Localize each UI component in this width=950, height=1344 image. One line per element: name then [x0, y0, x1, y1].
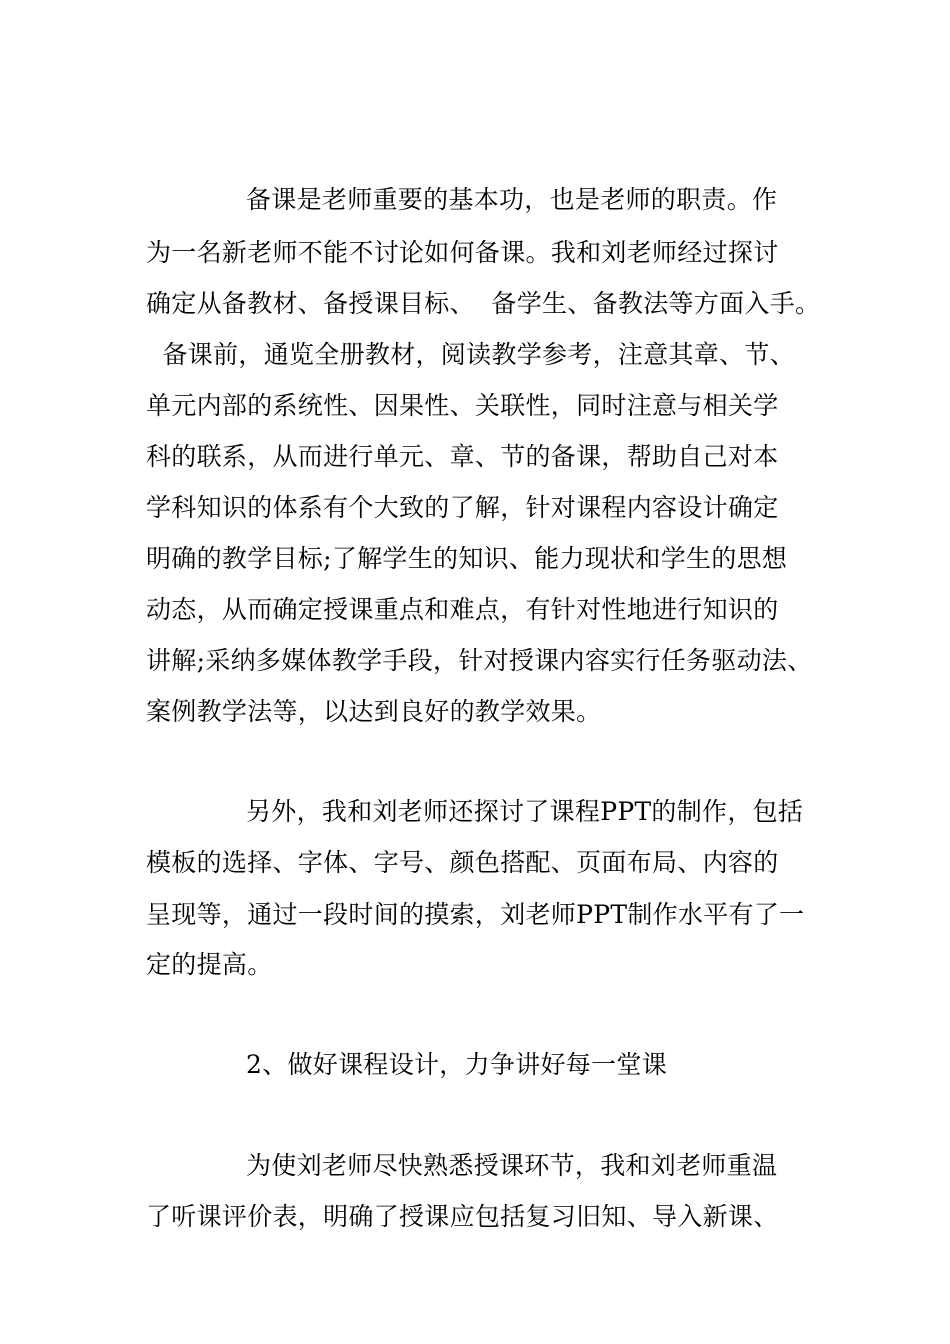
text-line: 单元内部的系统性、因果性、关联性，同时注意与相关学	[146, 391, 779, 420]
text-line: 备课是老师重要的基本功，也是老师的职责。作	[246, 185, 778, 214]
text-line: 动态，从而确定授课重点和难点，有针对性地进行知识的	[146, 595, 779, 624]
text-line: 定的提高。	[146, 950, 273, 979]
text-line: 另外，我和刘老师还探讨了课程PPT的制作，包括	[246, 797, 804, 826]
text-line: 了听课评价表，明确了授课应包括复习旧知、导入新课、	[146, 1202, 779, 1231]
section-heading: 2、做好课程设计，力争讲好每一堂课	[246, 1050, 668, 1079]
text-line: 备课前，通览全册教材，阅读教学参考，注意其章、节、	[146, 340, 795, 369]
text-line: 模板的选择、字体、字号、颜色搭配、页面布局、内容的	[146, 848, 779, 877]
text-line: 为使刘老师尽快熟悉授课环节，我和刘老师重温	[246, 1151, 778, 1180]
text-line: 明确的教学目标;了解学生的知识、能力现状和学生的思想	[146, 544, 788, 573]
text-line: 为一名新老师不能不讨论如何备课。我和刘老师经过探讨	[146, 238, 779, 267]
text-line: 呈现等，通过一段时间的摸索，刘老师PPT制作水平有了一	[146, 900, 805, 929]
text-line: 讲解;采纳多媒体教学手段，针对授课内容实行任务驱动法、	[146, 646, 813, 675]
text-line: 学科知识的体系有个大致的了解，针对课程内容设计确定	[146, 493, 779, 522]
text-line: 案例教学法等，以达到良好的教学效果。	[146, 697, 602, 726]
text-line: 科的联系，从而进行单元、章、节的备课，帮助自己对本	[146, 442, 779, 471]
text-line: 确定从备教材、备授课目标、 备学生、备教法等方面入手。	[146, 289, 821, 318]
